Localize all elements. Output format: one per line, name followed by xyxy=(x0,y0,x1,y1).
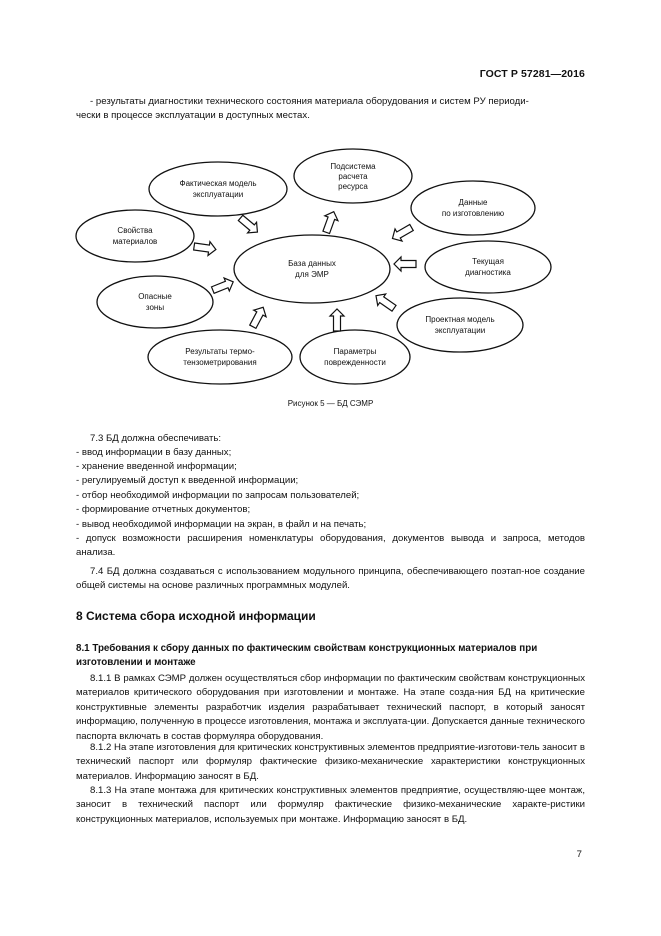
thermo-results-label-1: Результаты термо- xyxy=(185,347,255,356)
design-model-ellipse xyxy=(397,298,523,352)
danger-zones-label-2: зоны xyxy=(145,303,165,312)
subsection-8-1-heading: 8.1 Требования к сбору данных по фактическим свойствам конструкционных материалов при изготовлении и монтаже xyxy=(76,643,538,668)
material-props-ellipse xyxy=(76,210,194,262)
page-number: 7 xyxy=(576,849,582,860)
document-header: ГОСТ Р 57281—2016 xyxy=(479,68,585,80)
center-ellipse xyxy=(234,235,390,303)
current-diag-label-1: Текущая xyxy=(472,257,504,266)
thermo-results-label-2: тензометрирования xyxy=(183,358,257,367)
current-diag-label-2: диагностика xyxy=(465,268,511,277)
arrow-design-model xyxy=(372,290,398,314)
paragraph-8-1-1: 8.1.1 В рамках СЭМР должен осуществляться сбор информации по фактическим свойствам конструкционных материалов критического оборудования при изготовлении и монтаже. На этапе созда-ния БД на критические конструктивные элементы разработчик изделия разрабатывает технический паспорт, в который заносят информацию, полученную в процессе изготовления, монтажа и эксплуата-ции. Допускается данные технического паспорта включать в состав формуляра оборудования. xyxy=(76,673,585,742)
bd-semr-diagram xyxy=(0,140,661,400)
current-diag-ellipse xyxy=(425,241,551,293)
list-item-wrapped: - допуск возможности расширения номенклатуры оборудования, документов вывода и запроса, методов анализа. xyxy=(76,533,585,559)
material-props-label-1: Свойства xyxy=(117,226,153,235)
thermo-results-ellipse xyxy=(148,330,292,384)
list-item: - вывод необходимой информации на экран, в файл и на печать; xyxy=(76,519,367,530)
figure-caption: Рисунок 5 — БД СЭМР xyxy=(287,399,374,408)
manufacturing-label-2: по изготовлению xyxy=(441,209,505,218)
arrow-thermo-results xyxy=(247,304,270,330)
material-props-label-2: материалов xyxy=(112,237,158,246)
fact-model-label-1: Фактическая модель xyxy=(179,179,257,188)
list-item: - хранение введенной информации; xyxy=(76,461,237,472)
paragraph-8-1-3: 8.1.3 На этапе монтажа для критических конструктивных элементов предприятие, осуществляю-щее монтаж, заносит в технический паспорт или формуляр фактические физико-механические характе-ристики конструкционных материалов, используемых при монтаже. Информацию заносят в БД. xyxy=(76,785,585,825)
danger-zones-label-1: Опасные xyxy=(138,292,172,301)
center-label-2: для ЭМР xyxy=(295,270,329,279)
subsystem-label-3: ресурса xyxy=(338,182,368,191)
damage-params-label-1: Параметры xyxy=(333,347,377,356)
arrow-material-props xyxy=(193,240,217,257)
section-7-3-title: 7.3 БД должна обеспечивать: xyxy=(90,433,222,444)
arrow-danger-zones xyxy=(210,275,236,296)
intro-line-1: - результаты диагностики технического состояния материала оборудования и систем РУ периоди- xyxy=(90,96,529,107)
subsystem-label-1: Подсистема xyxy=(330,162,376,171)
subsystem-label-2: расчета xyxy=(338,172,368,181)
arrow-damage-params xyxy=(330,309,344,331)
list-item: - формирование отчетных документов; xyxy=(76,504,251,515)
manufacturing-ellipse xyxy=(411,181,535,235)
arrow-current-diag xyxy=(394,257,416,271)
list-item: - регулируемый доступ к введенной информации; xyxy=(76,475,299,486)
danger-zones-ellipse xyxy=(97,276,213,328)
design-model-label-2: эксплуатации xyxy=(434,326,486,335)
arrow-subsystem xyxy=(320,209,341,234)
list-item: - ввод информации в базу данных; xyxy=(76,447,232,458)
arrow-fact-model xyxy=(236,213,262,238)
center-label-1: База данных xyxy=(288,259,336,268)
paragraph-8-1-2: 8.1.2 На этапе изготовления для критических конструктивных элементов предприятие-изготови-тель заносит в технический паспорт или формуляр фактические физико-механические характеристики конструкционных материалов. Информацию заносят в БД. xyxy=(76,742,585,782)
intro-line-2: чески в процессе эксплуатации в доступных местах. xyxy=(76,110,310,121)
section-8-heading: 8 Система сбора исходной информации xyxy=(76,609,316,623)
arrow-manufacturing xyxy=(389,221,415,244)
damage-params-label-2: поврежденности xyxy=(324,358,386,367)
manufacturing-label-1: Данные xyxy=(458,198,488,207)
fact-model-label-2: эксплуатации xyxy=(192,190,244,199)
design-model-label-1: Проектная модель xyxy=(425,315,495,324)
list-item: - отбор необходимой информации по запросам пользователей; xyxy=(76,490,360,501)
damage-params-ellipse xyxy=(300,330,410,384)
paragraph-7-4: 7.4 БД должна создаваться с использованием модульного принципа, обеспечивающего поэтап-ное создание общей системы на основе различных программных модулей. xyxy=(76,566,585,592)
fact-model-ellipse xyxy=(149,162,287,216)
